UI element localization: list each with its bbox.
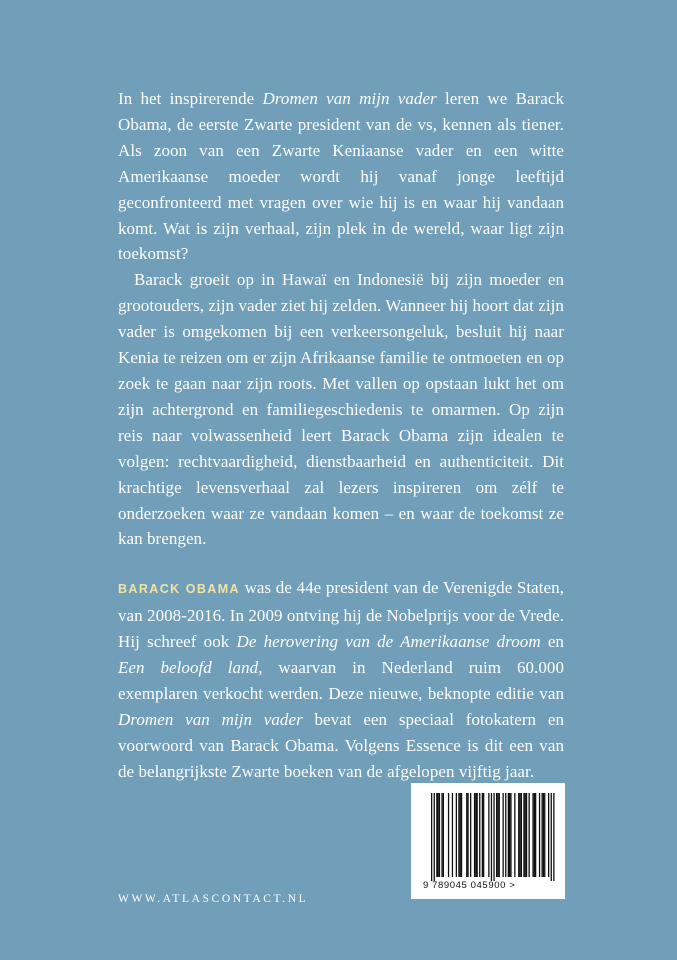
barcode-bar bbox=[438, 793, 439, 877]
barcode-bar bbox=[491, 793, 492, 881]
barcode-bar bbox=[543, 793, 544, 877]
barcode-bar bbox=[452, 793, 453, 877]
barcode-bar bbox=[493, 793, 494, 881]
barcode-bar bbox=[497, 793, 498, 877]
barcode-bar bbox=[532, 793, 533, 877]
barcode-bar bbox=[499, 793, 500, 877]
barcode-bar bbox=[461, 793, 462, 877]
barcode-bar bbox=[436, 793, 437, 877]
author-bio: BARACK OBAMA was de 44e president van de Verenigde Staten, van 2008-2016. In 2009 ontving hij de Nobelprijs voor de Vrede. Hij schreef ook De herovering van de Amerikaanse droom en Een beloofd land, waarvan in Nederland ruim 60.000 exemplaren verkocht werden. Deze nieuwe, beknopte editie van Dromen van mijn vader bevat een speciaal fotokatern en voorwoord van Barack Obama. Volgens Essence is dit een van de belangrijkste Zwarte boeken van de afgelopen vijftig jaar. bbox=[118, 578, 565, 781]
barcode-bar bbox=[458, 793, 459, 877]
barcode-bar bbox=[510, 793, 511, 877]
barcode-bar bbox=[539, 793, 540, 877]
book-title: Een beloofd land bbox=[118, 658, 259, 678]
barcode-bar bbox=[526, 793, 527, 877]
barcode-bar bbox=[525, 793, 526, 877]
barcode-bar bbox=[508, 793, 509, 877]
book-title: De herovering van de Amerikaanse droom bbox=[236, 632, 541, 652]
barcode-bar bbox=[474, 793, 475, 877]
barcode-bar bbox=[488, 793, 489, 877]
barcode-bar bbox=[434, 793, 435, 881]
barcode-bar bbox=[514, 793, 515, 877]
barcode-bar bbox=[544, 793, 545, 877]
barcode-bar bbox=[466, 793, 467, 877]
book-title: Dromen van mijn vader bbox=[118, 709, 303, 729]
barcode-bar bbox=[441, 793, 442, 877]
barcode-bar bbox=[505, 793, 506, 877]
barcode-bar bbox=[523, 793, 524, 877]
publisher-website: WWW.ATLASCONTACT.NL bbox=[118, 893, 309, 905]
barcode-bar bbox=[519, 793, 520, 877]
blurb-paragraph-2: Barack groeit op in Hawaï en Indonesië bij zijn moeder en grootouders, zijn vader ziet hij zelden. Wanneer hij hoort dat zijn vader is omgekomen bij een verkeersongeluk, besluit hij naar Kenia te reizen om er zijn Afrikaanse familie te ontmoeten en op zoek te gaan naar zijn roots. Met vallen op opstaan lukt het om zijn achtergrond en familiegeschiedenis te omarmen. Op zijn reis naar volwassenheid leert Barack Obama zijn idealen te volgen: rechtvaardigheid, dienstbaarheid en authenticiteit. Dit krachtige levensverhaal zal lezers inspireren om zélf te onderzoeken waar ze vandaan komen – en waar de toekomst ze kan brengen. bbox=[118, 270, 564, 549]
blurb-paragraph-1: In het inspirerende Dromen van mijn vader leren we Barack Obama, de eerste Zwarte president van de vs, kennen als tiener. Als zoon van een Zwarte Keniaanse vader en een witte Amerikaanse moeder wordt hij vanaf jonge leeftijd geconfronteerd met vragen over wie hij is en waar hij vandaan komt. Wat is zijn verhaal, zijn plek in de wereld, waar ligt zijn toekomst? bbox=[118, 89, 565, 264]
barcode-bar bbox=[470, 793, 471, 877]
barcode-bar bbox=[456, 793, 457, 877]
barcode-bar bbox=[518, 793, 519, 877]
barcode-digits: 9 789045 045900 > bbox=[423, 880, 516, 891]
barcode-bar bbox=[482, 793, 483, 877]
barcode-bar bbox=[551, 793, 552, 881]
barcode-bar bbox=[503, 793, 504, 877]
barcode-bar bbox=[475, 793, 476, 877]
blurb-text bbox=[118, 86, 564, 785]
barcode-bar bbox=[431, 793, 432, 881]
barcode-bar bbox=[477, 793, 478, 877]
barcode-bar bbox=[496, 793, 497, 877]
barcode-bar bbox=[448, 793, 449, 877]
barcode-bar bbox=[460, 793, 461, 877]
author-name: BARACK OBAMA bbox=[118, 582, 240, 597]
barcode-bar bbox=[521, 793, 522, 877]
barcode-bar bbox=[553, 793, 554, 881]
barcode-bar bbox=[529, 793, 530, 877]
barcode-bar bbox=[534, 793, 535, 877]
barcode-bar bbox=[509, 793, 510, 877]
barcode-bar bbox=[548, 793, 549, 877]
barcode-bar bbox=[542, 793, 543, 877]
book-title: Dromen van mijn vader bbox=[262, 89, 437, 108]
barcode-bar bbox=[483, 793, 484, 877]
barcode-bar bbox=[443, 793, 444, 877]
barcode-bar bbox=[479, 793, 480, 877]
barcode bbox=[411, 783, 565, 899]
barcode-bar bbox=[535, 793, 536, 877]
barcode-bar bbox=[467, 793, 468, 877]
barcode-bar bbox=[439, 793, 440, 877]
